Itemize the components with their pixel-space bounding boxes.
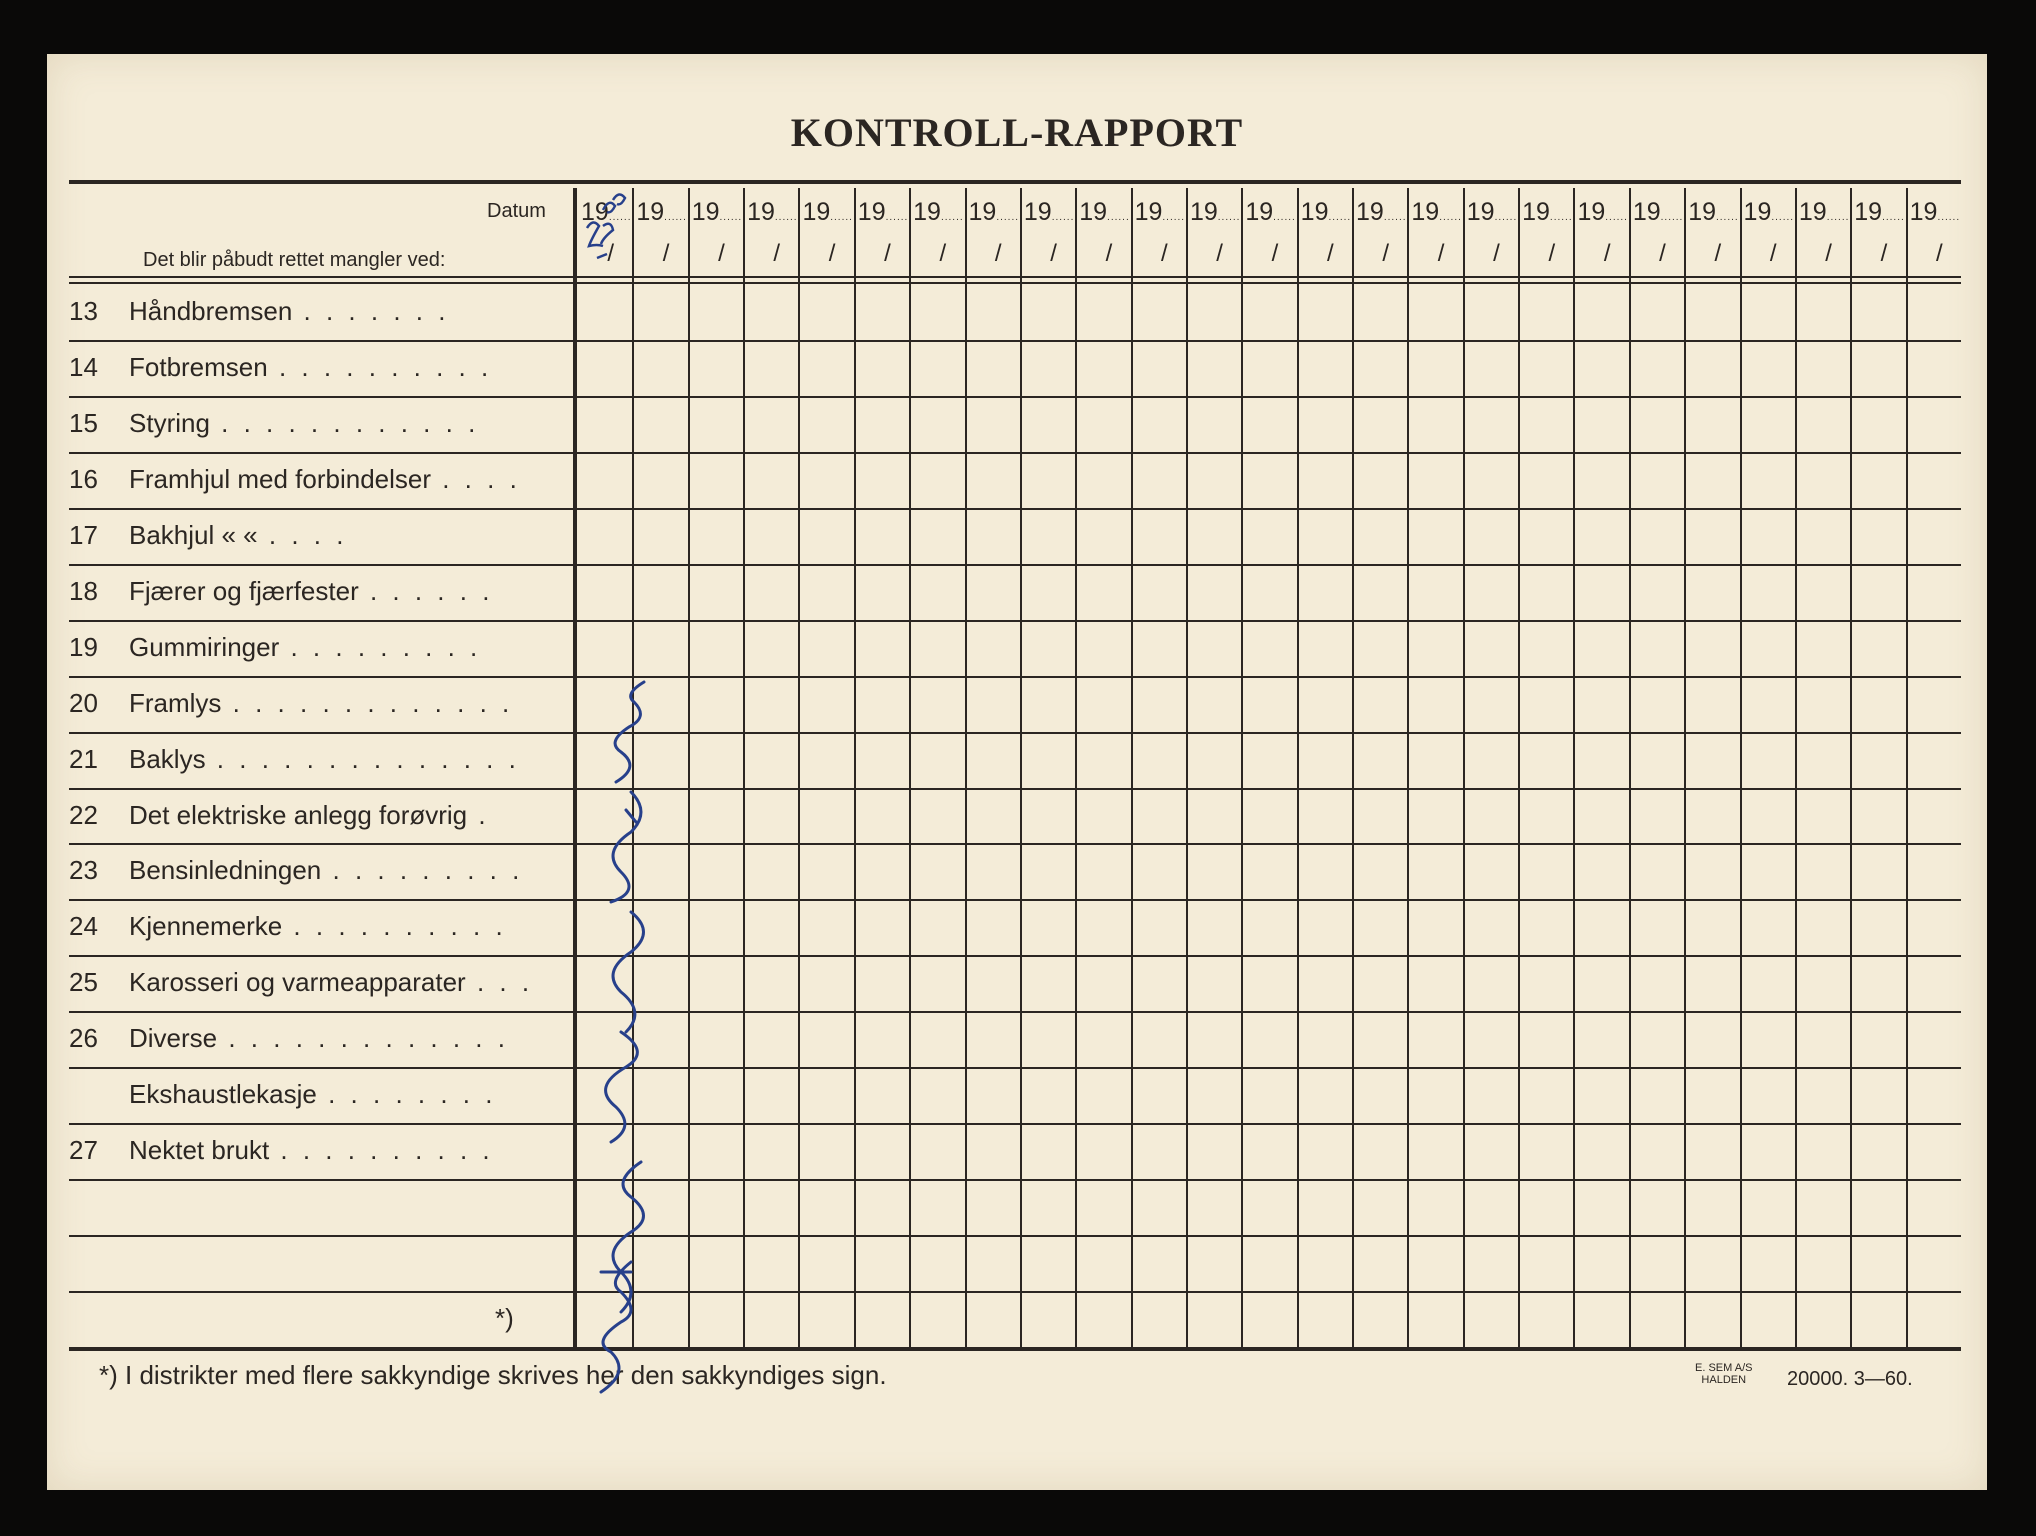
year-dots: ......	[1383, 212, 1407, 223]
row-label	[129, 464, 609, 495]
row-label-text: Håndbremsen	[129, 295, 293, 326]
row-label	[129, 967, 609, 998]
date-slash: /	[994, 240, 1002, 267]
row-leader-dots: . . . . . . . . . . . . . .	[205, 743, 520, 774]
row-number: 24	[69, 911, 98, 942]
date-slash: /	[607, 240, 615, 267]
year-dots: ......	[1051, 212, 1075, 223]
row-rule	[69, 1123, 1961, 1125]
date-slash: /	[1603, 240, 1611, 267]
year-header-cell	[854, 198, 909, 230]
year-prefix: 19	[747, 198, 775, 226]
grid-column-line	[909, 188, 911, 1349]
year-prefix: 19	[1798, 198, 1827, 226]
year-header-cell	[1740, 198, 1795, 230]
printer-name: E. SEM A/S	[1695, 1362, 1753, 1374]
year-dots: ......	[608, 212, 632, 223]
year-prefix: 19	[1466, 198, 1495, 226]
year-dots: ......	[1107, 212, 1130, 223]
mangler-label: Det blir påbudt rettet mangler ved:	[143, 249, 446, 271]
year-prefix: 19	[1245, 198, 1274, 226]
row-leader-dots: . . . . . .	[358, 575, 494, 606]
year-prefix: 19	[1189, 198, 1218, 226]
print-run: 20000. 3—60.	[1787, 1368, 1913, 1390]
footnote: *) I distrikter med flere sakkyndige skrives her den sakkyndiges sign.	[99, 1360, 887, 1390]
row-rule	[69, 452, 1961, 454]
year-dots: ......	[885, 212, 909, 223]
year-prefix: 19	[1300, 198, 1329, 226]
row-label	[129, 576, 609, 607]
year-prefix: 19	[1577, 198, 1606, 226]
grid-column-line	[1297, 188, 1299, 1349]
year-header-cell	[1297, 198, 1352, 230]
year-dots: ......	[940, 212, 964, 223]
year-header-cell	[1407, 198, 1462, 230]
year-dots: ......	[774, 212, 798, 223]
year-header-cell	[1463, 198, 1518, 230]
year-prefix: 19	[1356, 198, 1384, 226]
row-label-text: Fjærer og fjærfester	[129, 575, 359, 606]
date-slash: /	[1160, 240, 1168, 267]
row-leader-dots: . . . . . . . . . .	[269, 1135, 494, 1166]
row-label	[129, 800, 609, 831]
year-header-cell	[632, 198, 687, 230]
year-dots: ......	[719, 212, 743, 223]
row-label	[129, 1135, 609, 1166]
grid-column-line	[1629, 188, 1631, 1349]
date-slash: /	[1105, 240, 1113, 267]
top-rule	[69, 180, 1961, 184]
year-dots: ......	[1716, 212, 1739, 223]
row-rule	[69, 396, 1961, 398]
row-number: 18	[69, 575, 98, 606]
row-number: 25	[69, 967, 98, 998]
year-header-cell	[965, 198, 1020, 230]
grid-column-line	[1075, 188, 1077, 1349]
row-rule	[69, 1179, 1961, 1181]
year-dots: ......	[1162, 212, 1186, 223]
row-label-text: Framhjul med forbindelser	[129, 463, 432, 494]
row-leader-dots: . . .	[465, 967, 534, 998]
date-slash: /	[662, 240, 670, 267]
grid-column-line	[688, 188, 690, 1349]
year-prefix: 19	[636, 198, 665, 226]
date-slash: /	[939, 240, 947, 267]
row-rule	[69, 788, 1961, 790]
year-header-cell	[1684, 198, 1739, 230]
grid-column-line	[1906, 188, 1908, 1349]
year-header-cell	[688, 198, 743, 230]
row-label-text: Bensinledningen	[129, 855, 322, 886]
row-rule	[69, 899, 1961, 901]
year-header-cell	[1075, 198, 1130, 230]
grid-column-line	[1573, 188, 1575, 1349]
printer-city: HALDEN	[1701, 1374, 1747, 1386]
row-label-text: Fotbremsen	[129, 351, 268, 382]
year-prefix: 19	[581, 198, 609, 226]
date-slash: /	[1935, 240, 1943, 267]
grid-column-line	[1850, 188, 1852, 1349]
row-label	[129, 688, 609, 719]
row-label-text: Styring	[129, 407, 210, 438]
page-title: KONTROLL-RAPPORT	[790, 110, 1244, 155]
row-leader-dots: . . . .	[431, 463, 521, 494]
row-label-text: Gummiringer	[129, 631, 280, 662]
row-leader-dots: . . . .	[257, 519, 348, 550]
year-dots: ......	[1605, 212, 1628, 223]
row-label	[129, 520, 609, 551]
row-number: 23	[69, 855, 98, 886]
year-header-cell	[1906, 198, 1961, 230]
year-dots: ......	[1494, 212, 1518, 223]
row-number: 26	[69, 1023, 98, 1054]
date-slash: /	[1050, 240, 1057, 267]
row-label	[129, 855, 609, 886]
row-label-text: Kjennemerke	[129, 911, 283, 942]
year-dots: ......	[1882, 212, 1905, 223]
row-leader-dots: . . . . . . . . . . . . .	[217, 1023, 509, 1054]
row-label	[129, 352, 609, 383]
grid-column-line	[1407, 188, 1409, 1349]
header-rule-1	[69, 276, 1961, 278]
year-prefix: 19	[913, 198, 941, 226]
year-dots: ......	[1771, 212, 1795, 223]
year-prefix: 19	[691, 198, 720, 226]
year-header-cell	[1020, 198, 1075, 230]
row-number: 14	[69, 351, 98, 382]
date-slash: /	[1382, 240, 1390, 267]
row-leader-dots: . . . . . . . . .	[279, 631, 482, 662]
date-slash: /	[884, 240, 891, 267]
year-header-cell	[1850, 198, 1905, 230]
row-rule	[69, 620, 1961, 622]
row-rule	[69, 508, 1961, 510]
grid-column-line	[743, 188, 745, 1349]
row-number: 17	[69, 519, 98, 550]
year-dots: ......	[664, 212, 687, 223]
grid-column-line	[1795, 188, 1797, 1349]
row-leader-dots: . . . . . . . . .	[321, 855, 524, 886]
date-slash: /	[1437, 240, 1445, 267]
row-rule	[69, 732, 1961, 734]
row-label-text: Diverse	[129, 1023, 218, 1054]
row-number: 21	[69, 743, 98, 774]
year-prefix: 19	[802, 198, 831, 226]
row-label-text: Framlys	[129, 687, 222, 718]
year-header-cell	[1241, 198, 1296, 230]
header-rule-2	[69, 282, 1961, 284]
year-prefix: 19	[1134, 198, 1163, 226]
date-slash: /	[1880, 240, 1888, 267]
date-slash: /	[1548, 240, 1556, 267]
year-dots: ......	[1937, 212, 1961, 223]
row-rule	[69, 1067, 1961, 1069]
row-label	[129, 1023, 609, 1054]
row-leader-dots: . . . . . . . . . . . . .	[221, 687, 514, 718]
label-column-divider	[573, 188, 577, 1349]
grid-column-line	[1186, 188, 1188, 1349]
date-slash: /	[1825, 240, 1832, 267]
row-label-text: Nektet brukt	[129, 1135, 270, 1166]
year-header-cell	[909, 198, 964, 230]
year-dots: ......	[1217, 212, 1241, 223]
year-prefix: 19	[1522, 198, 1550, 226]
row-leader-dots: . . . . . . . .	[316, 1079, 497, 1110]
handwritten-date-entry	[577, 180, 637, 270]
date-slash: /	[773, 240, 781, 267]
row-label	[495, 1303, 975, 1334]
year-header-cell	[1352, 198, 1407, 230]
year-dots: ......	[1826, 212, 1850, 223]
year-header-cell	[743, 198, 798, 230]
row-rule	[69, 340, 1961, 342]
year-dots: ......	[1439, 212, 1462, 223]
year-dots: ......	[830, 212, 853, 223]
grid-column-line	[1463, 188, 1465, 1349]
datum-label: Datum	[487, 200, 546, 222]
date-slash: /	[1271, 240, 1279, 267]
grid-column-line	[1020, 188, 1022, 1349]
row-label	[129, 744, 609, 775]
date-slash: /	[1714, 240, 1722, 267]
bottom-rule	[69, 1347, 1961, 1351]
year-header-cell	[1629, 198, 1684, 230]
row-label-text: Ekshaustlekasje	[129, 1079, 317, 1110]
grid-column-line	[1241, 188, 1243, 1349]
row-number: 27	[69, 1135, 98, 1166]
row-rule	[69, 843, 1961, 845]
year-header-cell	[1573, 198, 1628, 230]
row-leader-dots: .	[467, 799, 490, 830]
year-dots: ......	[1328, 212, 1352, 223]
row-label	[129, 296, 609, 327]
grid-column-line	[1740, 188, 1742, 1349]
year-prefix: 19	[1854, 198, 1883, 226]
year-header-cell	[1186, 198, 1241, 230]
report-card	[47, 54, 1987, 1490]
row-number: 20	[69, 687, 98, 718]
date-slash: /	[1493, 240, 1500, 267]
year-prefix: 19	[857, 198, 886, 226]
row-leader-dots: . . . . . . . . . .	[282, 911, 507, 942]
date-slash: /	[1659, 240, 1666, 267]
year-prefix: 19	[1023, 198, 1052, 226]
row-label-text: Det elektriske anlegg forøvrig	[129, 799, 468, 830]
year-dots: ......	[996, 212, 1019, 223]
row-rule	[69, 676, 1961, 678]
grid-column-line	[1684, 188, 1686, 1349]
grid-column-line	[798, 188, 800, 1349]
year-prefix: 19	[1688, 198, 1716, 226]
row-label-text: Bakhjul « «	[129, 519, 258, 550]
date-slash: /	[1216, 240, 1223, 267]
row-number: 16	[69, 463, 98, 494]
row-label	[129, 632, 609, 663]
row-label-text: Karosseri og varmeapparater	[129, 967, 466, 998]
row-label-text: *)	[495, 1303, 514, 1334]
grid-column-line	[1352, 188, 1354, 1349]
row-rule	[69, 955, 1961, 957]
row-number: 22	[69, 799, 98, 830]
grid-column-line	[1131, 188, 1133, 1349]
year-prefix: 19	[1411, 198, 1440, 226]
row-rule	[69, 1011, 1961, 1013]
row-label	[129, 1079, 609, 1110]
row-label	[129, 911, 609, 942]
year-dots: ......	[1549, 212, 1573, 223]
year-dots: ......	[1660, 212, 1684, 223]
printer-mark	[1695, 1362, 1752, 1386]
row-number: 19	[69, 631, 98, 662]
date-slash: /	[828, 240, 836, 267]
row-rule	[69, 564, 1961, 566]
date-slash: /	[718, 240, 725, 267]
row-number: 13	[69, 295, 98, 326]
date-slash: /	[1327, 240, 1334, 267]
handwritten-vertical-note	[581, 672, 661, 1412]
row-label-text: Baklys	[129, 743, 206, 774]
year-prefix: 19	[1909, 198, 1938, 226]
grid-column-line	[965, 188, 967, 1349]
grid-column-line	[854, 188, 856, 1349]
year-header-cell	[798, 198, 853, 230]
date-slash: /	[1769, 240, 1777, 267]
row-rule	[69, 1291, 1961, 1293]
grid-column-line	[1518, 188, 1520, 1349]
year-dots: ......	[1273, 212, 1296, 223]
year-header-cell	[1795, 198, 1850, 230]
year-prefix: 19	[1743, 198, 1772, 226]
row-leader-dots: . . . . . . .	[292, 295, 450, 326]
row-label	[129, 408, 609, 439]
year-header-cell	[1131, 198, 1186, 230]
year-header-cell	[1518, 198, 1573, 230]
row-rule	[69, 1235, 1961, 1237]
year-prefix: 19	[1632, 198, 1661, 226]
row-number: 15	[69, 407, 98, 438]
year-prefix: 19	[968, 198, 997, 226]
row-leader-dots: . . . . . . . . . .	[267, 351, 493, 382]
row-leader-dots: . . . . . . . . . . . .	[209, 407, 480, 438]
year-prefix: 19	[1079, 198, 1108, 226]
